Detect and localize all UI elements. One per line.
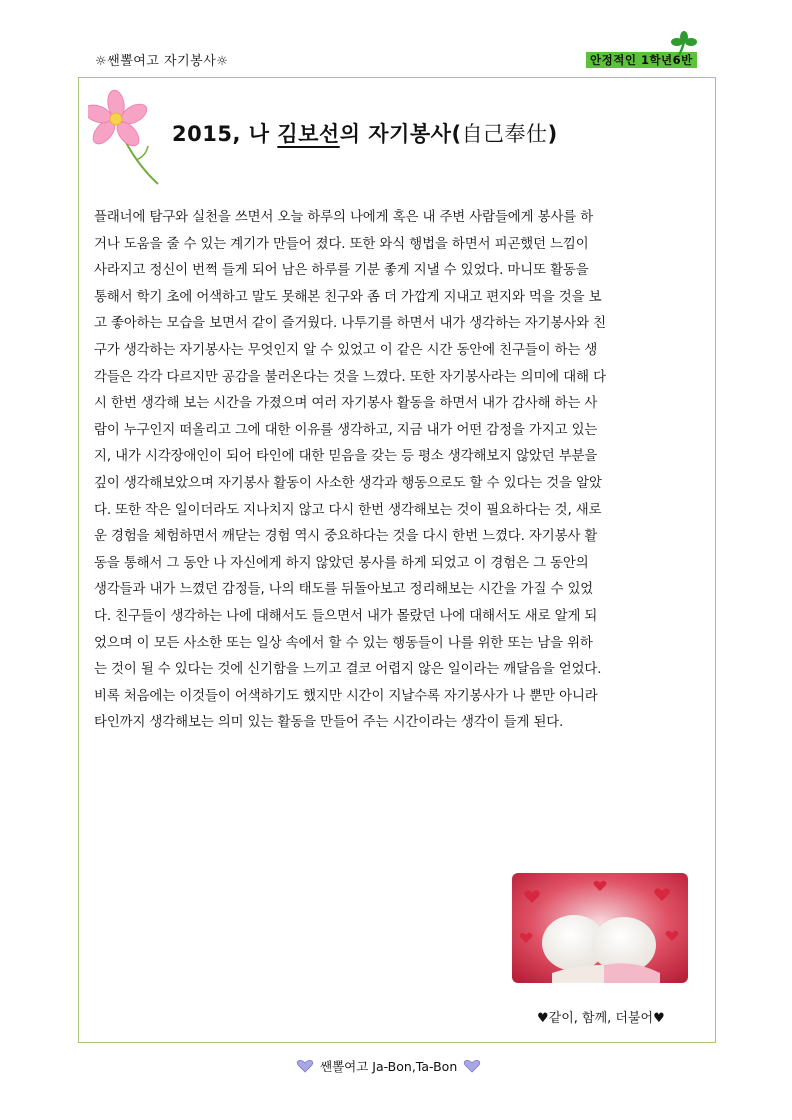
essay-line: 비록 처음에는 이것들이 어색하기도 했지만 시간이 지날수록 자기봉사가 나 뿐만 아니라: [94, 688, 598, 704]
title-student-name: 김보선: [277, 122, 340, 146]
essay-line: 통해서 학기 초에 어색하고 말도 못해본 친구와 좀 더 가깝게 지내고 편지와 먹을 것을 보: [94, 289, 602, 305]
title-hanja: 自己奉仕: [461, 122, 548, 146]
essay-line: 람이 누구인지 떠올리고 그에 대한 이유를 생각하고, 지금 내가 어떤 감정을 가지고 있는: [94, 422, 598, 438]
essay-line: 다. 또한 작은 일이더라도 지나치지 않고 다시 한번 생각해보는 것이 필요하다는 것, 새로: [94, 502, 602, 518]
essay-line: 다. 친구들이 생각하는 나에 대해서도 들으면서 내가 몰랐던 나에 대해서도 새로 알게 되: [94, 608, 598, 624]
essay-line: 거나 도움을 줄 수 있는 계기가 만들어 졌다. 또한 와식 행법을 하면서 피곤했던 느낌이: [94, 236, 589, 252]
title-paren-open: (: [451, 122, 462, 146]
photo-caption: ♥같이, 함께, 더불어♥: [537, 1011, 665, 1026]
essay-line: 생각들과 내가 느꼈던 감정들, 나의 태도를 뒤돌아보고 정리해보는 시간을 가질 수 있었: [94, 582, 594, 598]
essay-line: 는 것이 될 수 있다는 것에 신기함을 느끼고 결코 어렵지 않은 일이라는 깨달음을 얻었다.: [94, 662, 602, 678]
footer: [296, 1057, 481, 1075]
footer-text: 쌘뽈여고 Ja-Bon,Ta-Bon: [320, 1059, 458, 1074]
essay-line: 플래너에 탐구와 실천을 쓰면서 오늘 하루의 나에게 혹은 내 주변 사람들에게 봉사를 하: [94, 210, 594, 225]
essay-line: 구가 생각하는 자기봉사는 무엇인지 알 수 있었고 이 같은 시간 동안에 친구들이 하는 생: [94, 342, 598, 358]
essay-body: [94, 205, 666, 737]
heart-icon: [463, 1059, 481, 1073]
essay-line: 운 경험을 체험하면서 깨닫는 경험 역시 중요하다는 것을 다시 한번 느꼈다. 자기봉사 활: [94, 529, 598, 545]
heart-icon: [296, 1059, 314, 1073]
essay-line: 었으며 이 모든 사소한 또는 일상 속에서 할 수 있는 행동들이 나를 위한 또는 남을 위하: [94, 635, 593, 651]
page-title: [172, 118, 558, 148]
friends-illustration: [512, 873, 688, 983]
essay-line: 사라지고 정신이 번쩍 들게 되어 남은 하루를 기분 좋게 지낼 수 있었다. 마니또 활동을: [94, 263, 589, 279]
essay-line: 고 좋아하는 모습을 보면서 같이 즐거웠다. 나투기를 하면서 내가 생각하는 자기봉사와 친: [94, 316, 606, 332]
essay-line: 시 한번 생각해 보는 시간을 가졌으며 여러 자기봉사 활동을 하면서 내가 감사해 하는 사: [94, 396, 598, 412]
essay-line: 동을 통해서 그 동안 나 자신에게 하지 않았던 봉사를 하게 되었고 이 경험은 그 동안의: [94, 555, 589, 571]
title-prefix: 2015, 나: [172, 122, 278, 146]
essay-line: 각들은 각각 다르지만 공감을 불러온다는 것을 느꼈다. 또한 자기봉사라는 의미에 대해 다: [94, 369, 606, 385]
essay-line: 깊이 생각해보았으며 자기봉사 활동이 사소한 생각과 행동으로도 할 수 있다는 것을 알았: [94, 475, 602, 491]
header-school-title: ☼쌘뽈여고 자기봉사☼: [95, 54, 229, 69]
header-class-badge: 안정적인 1학년6반: [586, 52, 697, 68]
essay-line: 타인까지 생각해보는 의미 있는 활동을 만들어 주는 시간이라는 생각이 들게 된다.: [94, 715, 564, 731]
title-middle: 의 자기봉사: [339, 122, 452, 146]
essay-line: 지, 내가 시각장애인이 되어 타인에 대한 믿음을 갖는 등 평소 생각해보지 않았던 부분을: [94, 449, 598, 465]
cosmos-flower-icon: [88, 86, 166, 186]
title-paren-close: ): [547, 122, 558, 146]
clover-icon: [670, 30, 698, 56]
